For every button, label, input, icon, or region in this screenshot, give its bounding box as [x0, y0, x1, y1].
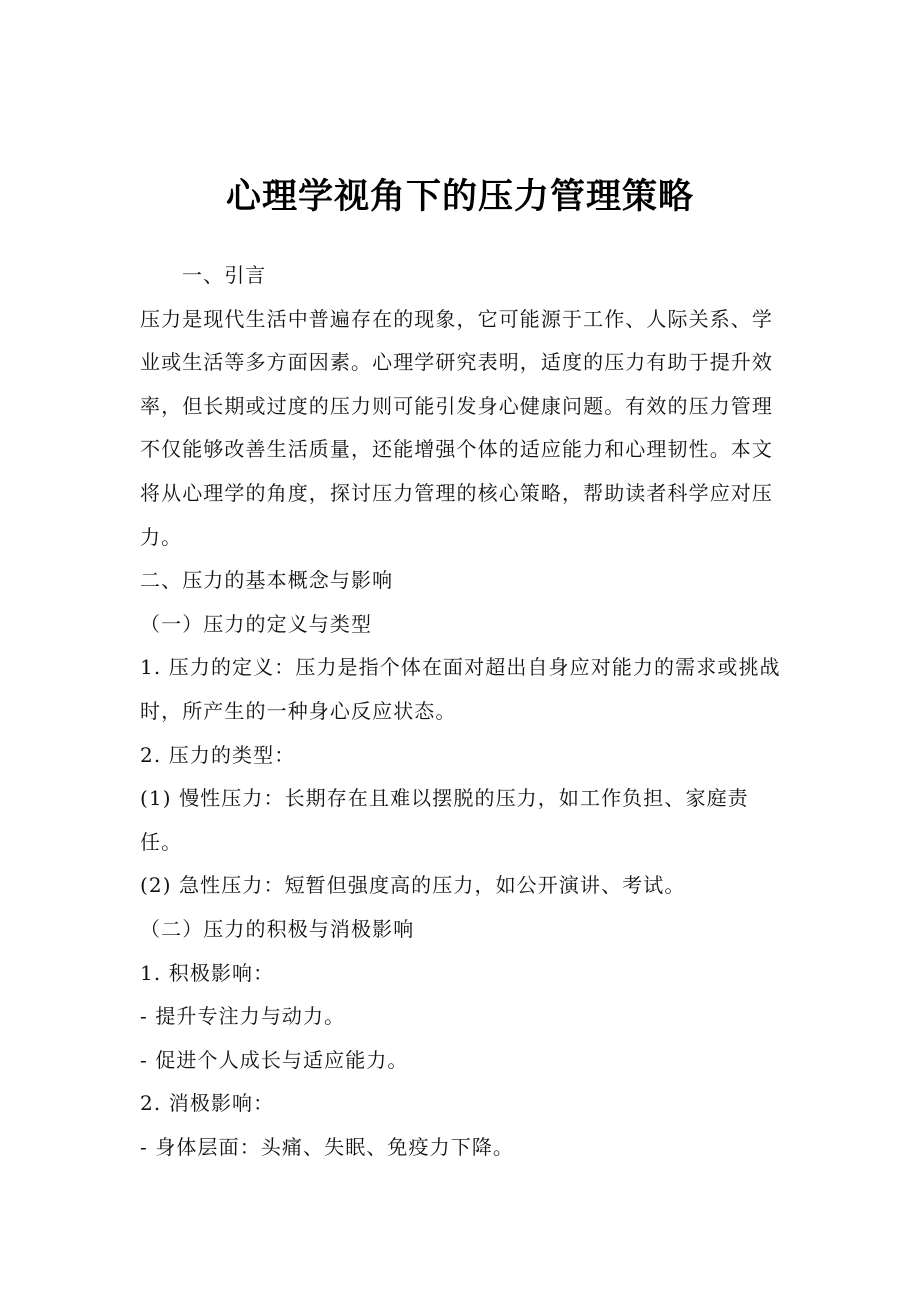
- paragraph-definition: 1. 压力的定义：压力是指个体在面对超出自身应对能力的需求或挑战时，所产生的一种身心反应状态。: [140, 655, 781, 723]
- paragraph-acute-stress: (2) 急性压力：短暂但强度高的压力，如公开演讲、考试。: [140, 873, 686, 898]
- section-heading-concepts: 二、压力的基本概念与影响: [140, 568, 394, 593]
- paragraph-chronic-stress: (1) 慢性压力：长期存在且难以摆脱的压力，如工作负担、家庭责任。: [140, 786, 749, 854]
- paragraph-intro: 压力是现代生活中普遍存在的现象，它可能源于工作、人际关系、学业或生活等多方面因素。心理学研究表明，适度的压力有助于提升效率，但长期或过度的压力则可能引发身心健康问题。有效的压力管理不仅能够改善生活质量，还能增强个体的适应能力和心理韧性。本文将从心理学的角度，探讨压力管理的核心策略，帮助读者科学应对压力。: [140, 306, 773, 549]
- paragraph-types-heading: 2. 压力的类型：: [140, 742, 296, 767]
- list-item-positive-1: - 提升专注力与动力。: [140, 1004, 346, 1029]
- list-item-negative-1: - 身体层面：头痛、失眠、免疫力下降。: [140, 1134, 515, 1159]
- document-body: [140, 254, 790, 1169]
- list-item-positive-2: - 促进个人成长与适应能力。: [140, 1047, 409, 1072]
- subsection-heading-definition: （一）压力的定义与类型: [140, 611, 373, 636]
- page-title: 心理学视角下的压力管理策略: [225, 177, 694, 218]
- paragraph-negative-heading: 2. 消极影响：: [140, 1091, 275, 1116]
- subsection-heading-effects: （二）压力的积极与消极影响: [140, 916, 415, 941]
- paragraph-positive-heading: 1. 积极影响：: [140, 960, 275, 985]
- section-heading-intro: 一、引言: [182, 263, 267, 287]
